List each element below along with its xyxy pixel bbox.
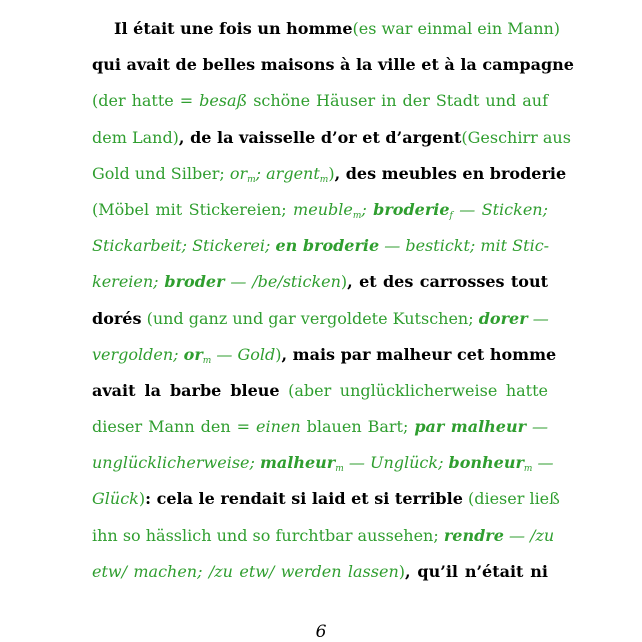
french-text: avait la barbe bleue xyxy=(92,380,280,400)
german-gloss: par malheur xyxy=(414,417,527,437)
german-gloss: or xyxy=(229,163,248,183)
german-gloss: dem Land) xyxy=(92,127,179,147)
german-gloss: (der hatte = xyxy=(92,91,200,111)
german-gloss: (aber unglücklicherweise hatte xyxy=(279,380,548,400)
german-gloss: ihn so hässlich und so furchtbar aussehen; xyxy=(92,525,444,545)
german-gloss: — Sticken; xyxy=(452,199,548,219)
german-gloss: — /be/sticken xyxy=(224,272,341,292)
french-text: dorés xyxy=(92,308,142,328)
german-gloss: broderie xyxy=(373,199,450,219)
german-gloss: besaß xyxy=(199,91,248,111)
text-line xyxy=(92,156,567,192)
text-line xyxy=(92,83,548,119)
french-text: : cela le rendait si laid et si terrible xyxy=(145,489,463,509)
german-gloss: malheur xyxy=(259,453,336,473)
page-number: 6 xyxy=(315,622,327,642)
german-gloss: — Gold xyxy=(211,344,276,364)
german-gloss: — Unglück; xyxy=(343,453,449,473)
text-line xyxy=(92,518,555,554)
german-gloss: — xyxy=(532,453,554,473)
text-line xyxy=(92,120,571,156)
german-gloss: m xyxy=(202,355,212,366)
german-gloss: kereien; xyxy=(92,272,165,292)
german-gloss: bonheur xyxy=(448,453,524,473)
german-gloss: Glück xyxy=(92,489,139,509)
text-line xyxy=(92,228,548,264)
german-gloss: (es war einmal ein Mann) xyxy=(352,19,561,38)
german-gloss: en broderie xyxy=(275,236,380,256)
german-gloss: ; xyxy=(361,199,374,219)
german-gloss: (Möbel mit Stickereien; xyxy=(92,199,294,219)
text-line xyxy=(92,192,548,228)
german-gloss: (dieser ließ xyxy=(462,489,560,509)
french-text: , mais par malheur cet homme xyxy=(281,344,557,364)
german-gloss: dieser Mann den = xyxy=(92,417,256,437)
german-gloss: unglücklicherweise; xyxy=(92,453,260,473)
german-gloss: ) xyxy=(275,344,282,364)
text-line xyxy=(92,554,548,590)
german-gloss: m xyxy=(523,464,533,475)
text-line xyxy=(92,373,548,409)
german-gloss: — /zu xyxy=(503,525,555,545)
text-line xyxy=(92,301,548,337)
text-line xyxy=(92,337,557,373)
text-line xyxy=(92,264,548,300)
german-gloss: dorer xyxy=(478,308,528,328)
german-gloss: etw/ machen; /zu etw/ werden lassen xyxy=(92,561,399,581)
german-gloss: m xyxy=(247,174,256,185)
german-gloss: — xyxy=(526,417,549,437)
german-gloss: einen xyxy=(256,417,301,437)
german-gloss: Stickarbeit; Stickerei; xyxy=(92,236,276,256)
german-gloss: schöne Häuser in der Stadt und auf xyxy=(247,91,549,111)
german-gloss: ) xyxy=(340,272,348,292)
book-page-text xyxy=(92,0,574,590)
text-line xyxy=(92,47,574,83)
german-gloss: m xyxy=(335,464,344,475)
german-gloss: meuble xyxy=(293,199,353,219)
german-gloss: — xyxy=(527,308,549,328)
german-gloss: broder xyxy=(164,272,225,292)
german-gloss: (Geschirr aus xyxy=(461,127,571,147)
german-gloss: m xyxy=(352,210,362,221)
text-line xyxy=(92,409,548,445)
french-text: , de la vaisselle d’or et d’argent xyxy=(178,127,462,147)
german-gloss: (und ganz und gar vergoldete Kutschen; xyxy=(141,308,479,328)
german-gloss: ) xyxy=(398,561,405,581)
german-gloss: ; argent xyxy=(255,163,320,183)
german-gloss: Gold und Silber; xyxy=(92,163,230,183)
german-gloss: or xyxy=(183,344,203,364)
french-text: , des meubles en broderie xyxy=(334,163,567,183)
german-gloss: — bestickt; mit Stic- xyxy=(379,236,550,256)
german-gloss: f xyxy=(449,210,453,221)
text-line xyxy=(92,481,560,517)
text-line xyxy=(92,445,554,481)
german-gloss: vergolden; xyxy=(92,344,184,364)
german-gloss: ) xyxy=(138,489,146,509)
french-text: qui avait de belles maisons à la ville et à la campagne xyxy=(92,55,574,75)
german-gloss: ) xyxy=(328,163,335,183)
french-text: , et des carrosses tout xyxy=(347,272,548,292)
text-line xyxy=(92,11,561,47)
german-gloss: rendre xyxy=(443,525,504,545)
german-gloss: blauen Bart; xyxy=(300,417,415,437)
french-text: , qu’il n’était ni xyxy=(405,561,548,581)
french-text: Il était une fois un homme xyxy=(114,19,353,38)
german-gloss: m xyxy=(319,174,329,185)
